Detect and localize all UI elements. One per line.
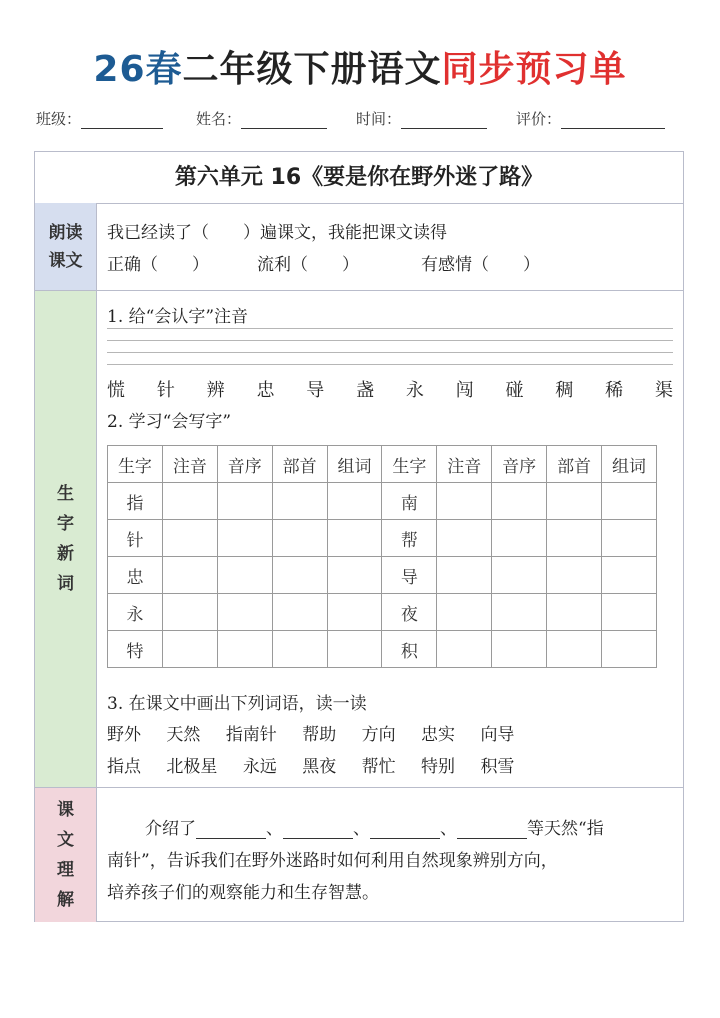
unit-heading: 第六单元 16《要是你在野外迷了路》 (35, 152, 683, 204)
words-row-2 (107, 752, 534, 777)
comprehension-label-char: 课 (57, 800, 74, 820)
char-cell: 导 (382, 557, 437, 594)
word-item: 指点 (107, 757, 141, 777)
answer-cell[interactable] (327, 557, 382, 594)
answer-cell[interactable] (272, 557, 327, 594)
answer-cell[interactable] (327, 520, 382, 557)
char-cell: 积 (382, 631, 437, 668)
answer-cell[interactable] (492, 520, 547, 557)
reading-option-emotional[interactable]: 有感情（ ） (421, 255, 540, 275)
page-title (0, 44, 720, 96)
reading-label-line1: 朗读 (48, 222, 83, 243)
answer-cell[interactable] (327, 594, 382, 631)
table-header-cell: 注音 (437, 446, 492, 483)
recognize-chars-row (107, 376, 673, 402)
recognize-char: 渠 (654, 380, 673, 401)
answer-blank-1[interactable] (196, 820, 266, 839)
vocab-label-char: 生 (57, 484, 74, 504)
answer-blank-3[interactable] (370, 820, 440, 839)
recognize-char: 盏 (356, 380, 375, 401)
answer-cell[interactable] (162, 483, 217, 520)
word-item: 天然 (166, 725, 201, 745)
eval-label: 评价： (516, 110, 562, 128)
recognize-char: 稀 (605, 380, 624, 401)
table-header-cell: 生字 (108, 446, 163, 483)
table-row (108, 520, 657, 557)
table-header-cell: 组词 (327, 446, 382, 483)
write-chars-table (107, 445, 657, 668)
task3-heading: 3. 在课文中画出下列词语，读一读 (107, 694, 367, 714)
table-row (108, 483, 657, 520)
answer-cell[interactable] (547, 557, 602, 594)
table-row (108, 557, 657, 594)
comprehension-text-start: 介绍了 (145, 819, 196, 839)
answer-cell[interactable] (602, 631, 657, 668)
answer-cell[interactable] (217, 483, 272, 520)
answer-cell[interactable] (437, 631, 492, 668)
task2-heading: 2. 学习“会写字” (107, 412, 232, 432)
student-info-row (36, 108, 686, 134)
vocab-label-char: 词 (57, 574, 74, 594)
word-item: 忠实 (421, 725, 456, 745)
char-cell: 永 (108, 594, 163, 631)
reading-section-label (35, 203, 97, 291)
char-cell: 忠 (108, 557, 163, 594)
char-cell: 夜 (382, 594, 437, 631)
answer-cell[interactable] (437, 557, 492, 594)
separator: 、 (266, 819, 283, 839)
reading-label-line2: 课文 (48, 250, 83, 271)
answer-cell[interactable] (272, 631, 327, 668)
recognize-char: 闯 (455, 380, 474, 401)
answer-cell[interactable] (272, 594, 327, 631)
table-row (108, 631, 657, 668)
answer-cell[interactable] (162, 631, 217, 668)
eval-blank[interactable] (561, 110, 665, 129)
word-item: 方向 (361, 725, 396, 745)
answer-cell[interactable] (602, 557, 657, 594)
word-item: 野外 (107, 725, 141, 745)
answer-cell[interactable] (272, 520, 327, 557)
table-header-cell: 部首 (272, 446, 327, 483)
answer-cell[interactable] (327, 483, 382, 520)
answer-cell[interactable] (437, 520, 492, 557)
answer-cell[interactable] (162, 557, 217, 594)
separator: 、 (353, 819, 370, 839)
title-part-grade: 二年级下册语文 (182, 49, 442, 90)
reading-count-line: 我已经读了（ ）遍课文，我能把课文读得 (107, 223, 447, 243)
answer-cell[interactable] (327, 631, 382, 668)
word-item: 帮助 (302, 725, 337, 745)
char-cell: 南 (382, 483, 437, 520)
name-label: 姓名： (196, 110, 242, 128)
answer-cell[interactable] (547, 483, 602, 520)
recognize-char: 辨 (206, 380, 225, 401)
char-cell: 帮 (382, 520, 437, 557)
title-part-year: 26春 (93, 49, 183, 90)
answer-cell[interactable] (602, 594, 657, 631)
answer-cell[interactable] (547, 631, 602, 668)
comprehension-label-char: 文 (57, 830, 74, 850)
answer-cell[interactable] (547, 520, 602, 557)
answer-cell[interactable] (162, 520, 217, 557)
word-item: 特别 (421, 757, 456, 777)
class-field[interactable] (36, 108, 163, 129)
words-row-1 (107, 720, 534, 745)
table-row (108, 594, 657, 631)
char-cell: 特 (108, 631, 163, 668)
answer-cell[interactable] (492, 594, 547, 631)
answer-cell[interactable] (217, 557, 272, 594)
name-field[interactable] (196, 108, 327, 129)
answer-cell[interactable] (602, 520, 657, 557)
comprehension-line-2: 南针”，告诉我们在野外迷路时如何利用自然现象辨别方向， (107, 851, 558, 871)
table-header-cell: 音序 (217, 446, 272, 483)
comprehension-line-3: 培养孩子们的观察能力和生存智慧。 (107, 883, 379, 903)
answer-cell[interactable] (602, 483, 657, 520)
answer-cell[interactable] (162, 594, 217, 631)
answer-blank-4[interactable] (457, 820, 527, 839)
section-divider (97, 787, 683, 788)
section-divider (97, 290, 683, 291)
answer-cell[interactable] (272, 483, 327, 520)
pinyin-writing-lines[interactable] (107, 328, 673, 368)
comprehension-text-mid: 等天然“指 (527, 819, 604, 839)
title-part-type: 同步预习单 (441, 49, 627, 90)
table-header-cell: 注音 (162, 446, 217, 483)
vocab-label-char: 字 (57, 514, 74, 534)
table-header-row (108, 446, 657, 483)
vocab-label-char: 新 (57, 544, 74, 564)
answer-cell[interactable] (217, 594, 272, 631)
answer-cell[interactable] (437, 594, 492, 631)
reading-option-correct[interactable]: 正确（ ） (107, 255, 209, 275)
char-cell: 针 (108, 520, 163, 557)
eval-field[interactable] (516, 108, 665, 129)
vocab-section-label (35, 291, 97, 788)
word-item: 帮忙 (361, 757, 396, 777)
answer-blank-2[interactable] (283, 820, 353, 839)
comprehension-label-char: 理 (57, 860, 74, 880)
table-header-cell: 部首 (547, 446, 602, 483)
answer-cell[interactable] (217, 631, 272, 668)
word-item: 永远 (242, 757, 277, 777)
answer-cell[interactable] (547, 594, 602, 631)
char-cell: 指 (108, 483, 163, 520)
word-item: 北极星 (166, 757, 218, 777)
reading-option-fluent[interactable]: 流利（ ） (257, 255, 359, 275)
recognize-char: 导 (306, 380, 325, 401)
answer-cell[interactable] (492, 557, 547, 594)
word-item: 向导 (480, 725, 515, 745)
time-field[interactable] (356, 108, 487, 129)
recognize-char: 稠 (555, 380, 574, 401)
word-item: 积雪 (480, 757, 515, 777)
comprehension-section-label (35, 788, 97, 922)
table-header-cell: 音序 (492, 446, 547, 483)
table-header-cell: 组词 (602, 446, 657, 483)
recognize-char: 忠 (256, 380, 275, 401)
answer-cell[interactable] (492, 483, 547, 520)
separator: 、 (440, 819, 457, 839)
word-item: 黑夜 (302, 757, 337, 777)
time-label: 时间： (356, 110, 402, 128)
recognize-char: 永 (405, 380, 424, 401)
name-blank[interactable] (241, 110, 327, 129)
comprehension-line-1 (145, 814, 604, 839)
recognize-char: 碰 (505, 380, 524, 401)
answer-cell[interactable] (217, 520, 272, 557)
word-item: 指南针 (225, 725, 277, 745)
recognize-char: 针 (156, 380, 175, 401)
answer-cell[interactable] (437, 483, 492, 520)
task1-heading: 1. 给“会认字”注音 (107, 307, 249, 327)
worksheet-frame (34, 151, 684, 922)
recognize-char: 慌 (107, 380, 125, 401)
class-label: 班级： (36, 110, 82, 128)
answer-cell[interactable] (492, 631, 547, 668)
class-blank[interactable] (81, 110, 163, 129)
comprehension-label-char: 解 (57, 890, 74, 910)
table-header-cell: 生字 (382, 446, 437, 483)
time-blank[interactable] (401, 110, 487, 129)
